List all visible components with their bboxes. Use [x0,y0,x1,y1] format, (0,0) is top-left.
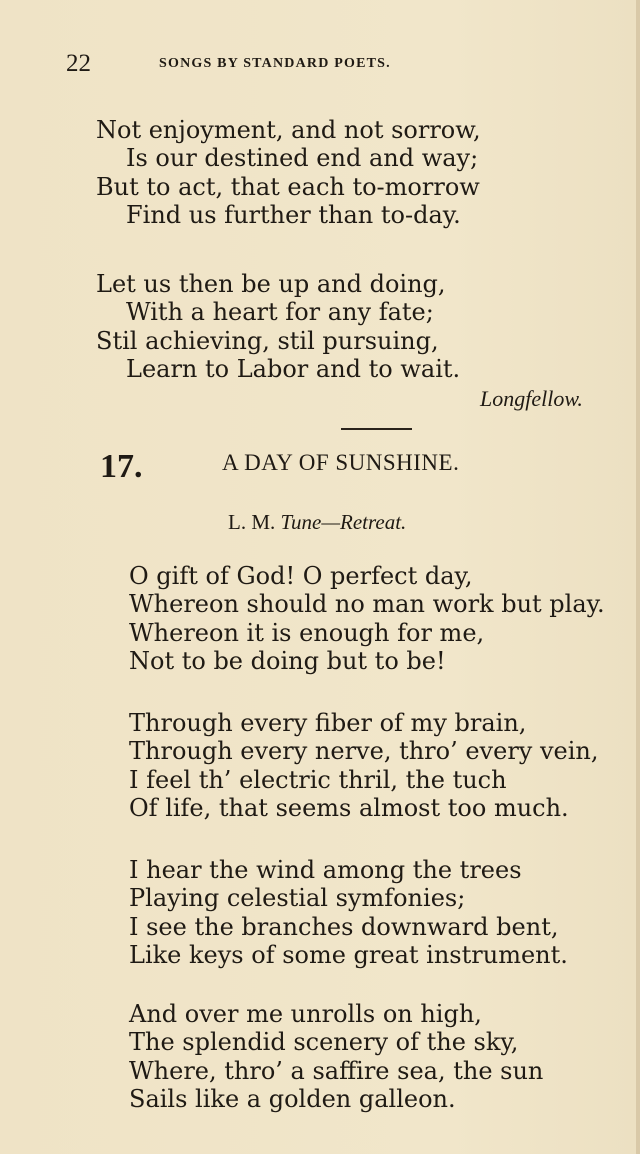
page-edge [636,0,640,1154]
poem-line: Not enjoyment, and not sorrow, [96,116,481,144]
poem-line: Whereon it is enough for me, [129,619,485,647]
poem-line: I hear the wind among the trees [129,856,522,884]
poem-line: The splendid scenery of the sky, [129,1028,519,1056]
poem-line: Sails like a golden galleon. [129,1085,456,1113]
poem-line: Where, thro’ a saffire sea, the sun [129,1057,544,1085]
section-divider [341,428,412,430]
hymn-title: A DAY OF SUNSHINE. [222,450,460,475]
poem-line: Find us further than to-day. [126,201,461,229]
poem-line: Not to be doing but to be! [129,647,446,675]
hymn-number: 17. [100,448,143,485]
poem-line: With a heart for any fate; [126,298,434,326]
poem-line: And over me unrolls on high, [129,1000,482,1028]
tune-name: Tune—Retreat. [280,510,407,534]
poem-line: Through every nerve, thro’ every vein, [129,737,599,765]
poem-line: Whereon should no man work but play. [129,590,605,618]
meter: L. M. [228,510,276,534]
poem-line: Of life, that seems almost too much. [129,794,569,822]
poem-line: Stil achieving, stil pursuing, [96,327,439,355]
tune-line [228,509,406,535]
poem-line: Is our destined end and way; [126,144,479,172]
poem-line: But to act, that each to-morrow [96,173,480,201]
page-number: 22 [66,50,91,77]
poem-line: Let us then be up and doing, [96,270,446,298]
poem-line: I see the branches downward bent, [129,913,559,941]
poem-line: Learn to Labor and to wait. [126,355,461,383]
running-header [0,50,640,78]
attribution: Longfellow. [480,386,583,411]
poem-line: O gift of God! O perfect day, [129,562,473,590]
poem-line: Like keys of some great instrument. [129,941,568,969]
poem-line: Playing celestial symfonies; [129,884,466,912]
running-title: SONGS BY STANDARD POETS. [159,56,391,71]
poem-line: Through every fiber of my brain, [129,709,527,737]
poem-line: I feel th’ electric thril, the tuch [129,766,507,794]
